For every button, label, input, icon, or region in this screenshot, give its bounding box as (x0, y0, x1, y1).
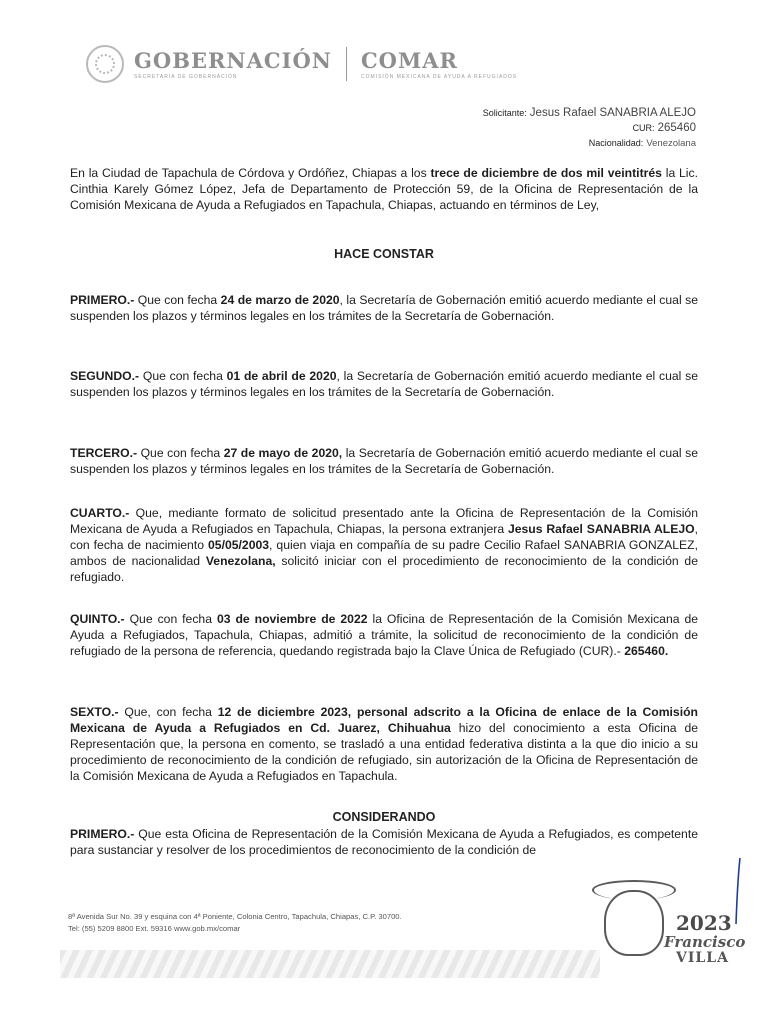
cur-value: 265460 (657, 122, 696, 134)
nacionalidad-value: Venezolana (646, 138, 696, 149)
quinto-date: 03 de noviembre de 2022 (216, 612, 368, 626)
cur-label: CUR: (632, 123, 655, 133)
sexto-text-1: Que, con fecha (118, 705, 218, 719)
pen-signature-mark (735, 856, 741, 926)
brand-comar (361, 48, 517, 80)
sexto-bold-text: 12 de diciembre 2023, personal adscrito a la Oficina de enlace de la Comisión Mexicana de Ayuda a Refugiados en Cd. Juarez, Chihuahua (70, 705, 698, 736)
quinto-text-1: Que con fecha (124, 612, 217, 626)
paragraph-segundo (70, 368, 698, 400)
tercero-label: TERCERO.- (70, 446, 138, 460)
letterhead (86, 44, 517, 84)
footer-address-block (68, 911, 402, 935)
tercero-date: 27 de mayo de 2020, (223, 446, 343, 460)
cuarto-text-2: , con fecha de nacimiento (70, 522, 698, 553)
considerando-primero-text: Que esta Oficina de Representación de la Comisión Mexicana de Ayuda a Refugiados, es competente para sustanciar y resolver de los procedimientos de reconocimiento de la condición de (70, 827, 698, 858)
paragraph-sexto (70, 704, 698, 784)
solicitante-label: Solicitante: (482, 108, 527, 118)
cuarto-nationality: Venezolana, (205, 554, 276, 569)
considerando-primero-label: PRIMERO.- (70, 827, 135, 841)
paragraph-cuarto (70, 505, 698, 585)
tercero-text-1: Que con fecha (137, 446, 224, 460)
brand-gobernacion-subtitle: SECRETARÍA DE GOBERNACIÓN (134, 74, 238, 80)
segundo-text-2: , la Secretaría de Gobernación emitió acuerdo mediante el cual se suspenden los plazos y términos legales en los trámites de la Secretaría de Gobernación. (70, 369, 698, 400)
cuarto-text-4: solicitó iniciar con el procedimiento de reconocimiento de la condición de refugiado. (70, 554, 698, 585)
sexto-label: SEXTO.- (70, 705, 119, 719)
paragraph-quinto (70, 611, 698, 659)
intro-paragraph (70, 165, 698, 213)
primero-date: 24 de marzo de 2020 (220, 293, 340, 307)
paragraph-considerando-primero (70, 826, 698, 858)
year-logo-name: Francisco (664, 933, 746, 951)
solicitante-value: Jesus Rafael SANABRIA ALEJO (529, 107, 696, 119)
segundo-label: SEGUNDO.- (70, 369, 140, 383)
heading-hace-constar: HACE CONSTAR (334, 247, 434, 261)
heading-considerando: CONSIDERANDO (332, 810, 436, 824)
footer-decorative-strip (60, 950, 600, 978)
tercero-text-2: la Secretaría de Gobernación emitió acuerdo mediante el cual se suspenden los plazos y términos legales en los trámites de la Secretaría de Gobernación. (70, 446, 698, 477)
brand-comar-subtitle: COMISIÓN MEXICANA DE AYUDA A REFUGIADOS (360, 74, 518, 80)
header-divider (346, 47, 347, 81)
francisco-villa-portrait-icon (604, 890, 664, 956)
primero-label: PRIMERO.- (70, 293, 135, 307)
sexto-text-2: hizo del conocimiento a esta Oficina de Representación que, la persona en comento, se trasladó a una entidad federativa distinta a la que dio inicio a su procedimiento de reconocimiento de la condición de refugiado, sin autorización de la Oficina de Representación de la Comisión Mexicana de Ayuda a Refugiados en Tapachula. (70, 721, 698, 784)
brand-gobernacion-title: GOBERNACIÓN (134, 48, 332, 73)
quinto-cur: 265460. (624, 644, 669, 659)
national-seal-icon (86, 45, 124, 83)
applicant-cur-line (483, 121, 696, 136)
cuarto-person-name: Jesus Rafael SANABRIA ALEJO (507, 522, 695, 537)
cuarto-label: CUARTO.- (70, 506, 130, 520)
primero-text-2: , la Secretaría de Gobernación emitió acuerdo mediante el cual se suspenden los plazos y términos legales en los trámites de la Secretaría de Gobernación. (70, 293, 698, 324)
footer-address: 8ª Avenida Sur No. 39 y esquina con 4ª Poniente, Colonia Centro, Tapachula, Chiapas, C.P. 30700. (68, 912, 402, 921)
applicant-nationality-line (483, 136, 696, 151)
year-logo-surname: VILLA (676, 950, 729, 966)
intro-date: trece de diciembre de dos mil veintitrés (430, 166, 662, 180)
segundo-text-1: Que con fecha (139, 369, 227, 383)
segundo-date: 01 de abril de 2020 (226, 369, 337, 383)
cuarto-text-1: Que, mediante formato de solicitud presentado ante la Oficina de Representación de la Comisión Mexicana de Ayuda a Refugiados en Tapachula, Chiapas, la persona extranjera (70, 506, 698, 537)
intro-text-2: la Lic. Cinthia Karely Gómez López, Jefa de Departamento de Protección 59, de la Oficina de Representación de la Comisión Mexicana de Ayuda a Refugiados en Tapachula, Chiapas, actuando en términos de Ley, (70, 166, 698, 213)
cuarto-birth-date: 05/05/2003 (208, 538, 270, 553)
footer-contact: Tel: (55) 5209 8800 Ext. 59316 www.gob.mx/comar (68, 924, 241, 933)
brand-gobernacion (134, 48, 332, 80)
intro-text-1: En la Ciudad de Tapachula de Córdova y Ordóñez, Chiapas a los (70, 166, 431, 180)
paragraph-tercero (70, 445, 698, 477)
year-logo-year: 2023 (676, 911, 732, 935)
quinto-text-2: la Oficina de Representación de la Comisión Mexicana de Ayuda a Refugiados, Tapachula, Chiapas, admitió a trámite, la solicitud de reconocimiento de la condición de refugiado de la persona de referencia, quedando registrada bajo la Clave Única de Refugiado (CUR).- (70, 612, 699, 659)
brand-comar-title: COMAR (360, 48, 458, 73)
cuarto-text-3: , quien viaja en compañía de su padre Cecilio Rafael SANABRIA GONZALEZ, ambos de nacionalidad (70, 538, 698, 569)
paragraph-primero (70, 292, 698, 324)
nacionalidad-label: Nacionalidad: (588, 138, 644, 148)
primero-text-1: Que con fecha (134, 293, 221, 307)
applicant-block (483, 106, 696, 151)
applicant-name-line (483, 106, 696, 121)
quinto-label: QUINTO.- (70, 612, 125, 626)
